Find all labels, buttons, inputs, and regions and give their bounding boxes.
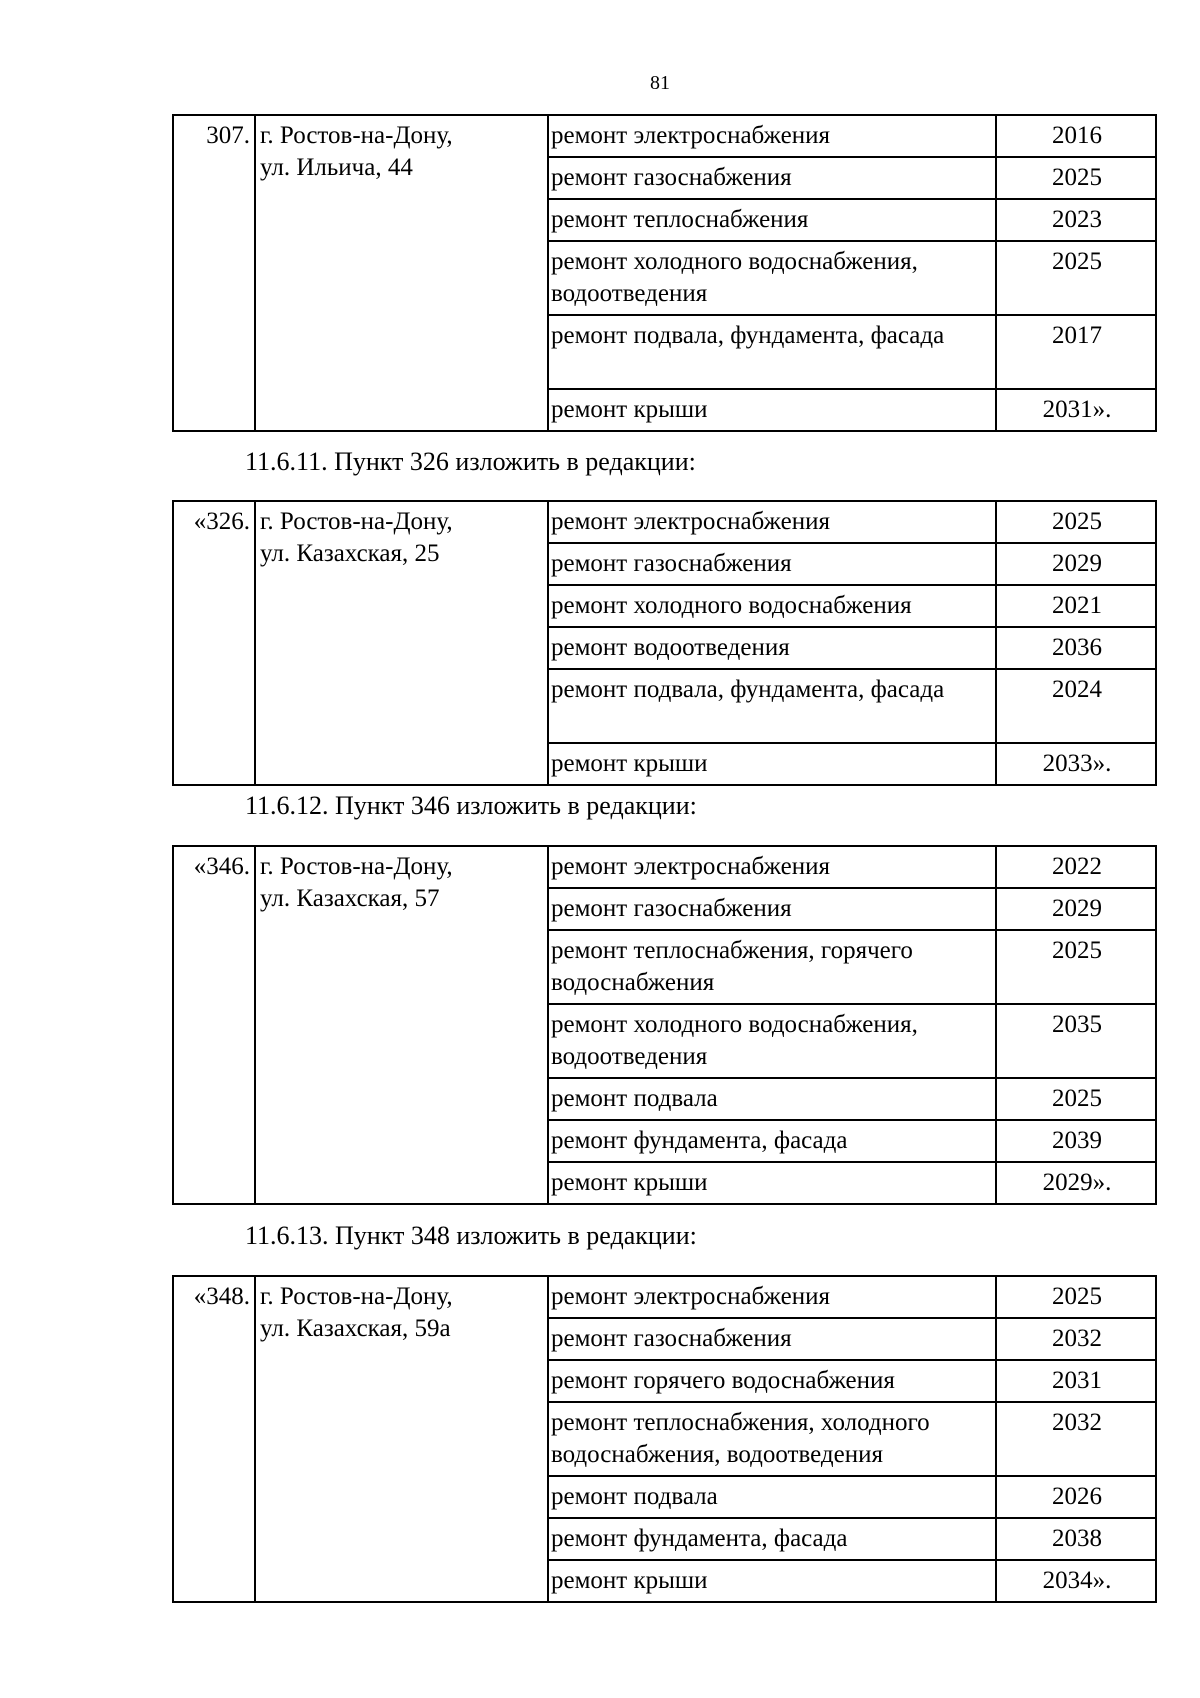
work-year: 2031». <box>996 389 1156 431</box>
work-type: ремонт водоотведения <box>548 627 996 669</box>
work-type: ремонт фундамента, фасада <box>548 1120 996 1162</box>
work-year: 2036 <box>996 627 1156 669</box>
address-street: ул. Казахская, 25 <box>260 540 440 567</box>
work-type: ремонт электроснабжения <box>548 115 996 157</box>
work-type: ремонт электроснабжения <box>548 1276 996 1318</box>
work-year: 2038 <box>996 1518 1156 1560</box>
work-year: 2024 <box>996 669 1156 743</box>
item-address <box>255 846 548 1204</box>
work-type: ремонт газоснабжения <box>548 543 996 585</box>
table-row <box>173 501 1156 543</box>
item-address <box>255 501 548 785</box>
work-type: ремонт холодного водоснабжения, водоотведения <box>548 1004 996 1078</box>
work-type: ремонт крыши <box>548 1162 996 1204</box>
record-table-348 <box>172 1275 1157 1603</box>
item-address <box>255 1276 548 1602</box>
work-year: 2025 <box>996 1078 1156 1120</box>
address-city: г. Ростов-на-Дону, <box>260 508 453 535</box>
work-year: 2017 <box>996 315 1156 389</box>
address-city: г. Ростов-на-Дону, <box>260 122 453 149</box>
work-year: 2029 <box>996 543 1156 585</box>
work-type: ремонт газоснабжения <box>548 157 996 199</box>
work-year: 2029». <box>996 1162 1156 1204</box>
address-street: ул. Казахская, 59а <box>260 1315 451 1342</box>
work-year: 2034». <box>996 1560 1156 1602</box>
address-city: г. Ростов-на-Дону, <box>260 853 453 880</box>
item-number: «348. <box>173 1276 255 1602</box>
work-type: ремонт крыши <box>548 1560 996 1602</box>
item-number: «326. <box>173 501 255 785</box>
work-year: 2029 <box>996 888 1156 930</box>
work-type: ремонт подвала, фундамента, фасада <box>548 669 996 743</box>
work-type: ремонт теплоснабжения, холодного водоснабжения, водоотведения <box>548 1402 996 1476</box>
work-type: ремонт крыши <box>548 743 996 785</box>
work-type: ремонт подвала <box>548 1078 996 1120</box>
work-year: 2022 <box>996 846 1156 888</box>
work-type: ремонт газоснабжения <box>548 888 996 930</box>
work-year: 2033». <box>996 743 1156 785</box>
work-type: ремонт горячего водоснабжения <box>548 1360 996 1402</box>
table-row <box>173 1276 1156 1318</box>
section-heading-11-6-13: 11.6.13. Пункт 348 изложить в редакции: <box>245 1221 697 1250</box>
work-type: ремонт электроснабжения <box>548 846 996 888</box>
work-type: ремонт подвала, фундамента, фасада <box>548 315 996 389</box>
record-table-346 <box>172 845 1157 1205</box>
record-table-307 <box>172 114 1157 432</box>
work-year: 2031 <box>996 1360 1156 1402</box>
section-heading-11-6-12: 11.6.12. Пункт 346 изложить в редакции: <box>245 791 697 820</box>
work-year: 2025 <box>996 241 1156 315</box>
address-street: ул. Казахская, 57 <box>260 885 440 912</box>
work-type: ремонт фундамента, фасада <box>548 1518 996 1560</box>
work-type: ремонт подвала <box>548 1476 996 1518</box>
table-row <box>173 115 1156 157</box>
record-table-326 <box>172 500 1157 786</box>
address-city: г. Ростов-на-Дону, <box>260 1283 453 1310</box>
item-number: «346. <box>173 846 255 1204</box>
work-year: 2039 <box>996 1120 1156 1162</box>
work-year: 2032 <box>996 1318 1156 1360</box>
work-type: ремонт электроснабжения <box>548 501 996 543</box>
item-address <box>255 115 548 431</box>
work-type: ремонт теплоснабжения <box>548 199 996 241</box>
section-heading-11-6-11: 11.6.11. Пункт 326 изложить в редакции: <box>245 447 696 476</box>
address-street: ул. Ильича, 44 <box>260 154 413 181</box>
work-year: 2025 <box>996 1276 1156 1318</box>
work-year: 2035 <box>996 1004 1156 1078</box>
work-year: 2021 <box>996 585 1156 627</box>
work-year: 2025 <box>996 930 1156 1004</box>
work-year: 2025 <box>996 157 1156 199</box>
work-type: ремонт холодного водоснабжения, водоотведения <box>548 241 996 315</box>
work-year: 2026 <box>996 1476 1156 1518</box>
work-type: ремонт холодного водоснабжения <box>548 585 996 627</box>
work-type: ремонт крыши <box>548 389 996 431</box>
page-number: 81 <box>650 72 670 94</box>
work-type: ремонт теплоснабжения, горячего водоснабжения <box>548 930 996 1004</box>
item-number: 307. <box>173 115 255 431</box>
work-type: ремонт газоснабжения <box>548 1318 996 1360</box>
work-year: 2023 <box>996 199 1156 241</box>
table-row <box>173 846 1156 888</box>
work-year: 2025 <box>996 501 1156 543</box>
work-year: 2016 <box>996 115 1156 157</box>
work-year: 2032 <box>996 1402 1156 1476</box>
